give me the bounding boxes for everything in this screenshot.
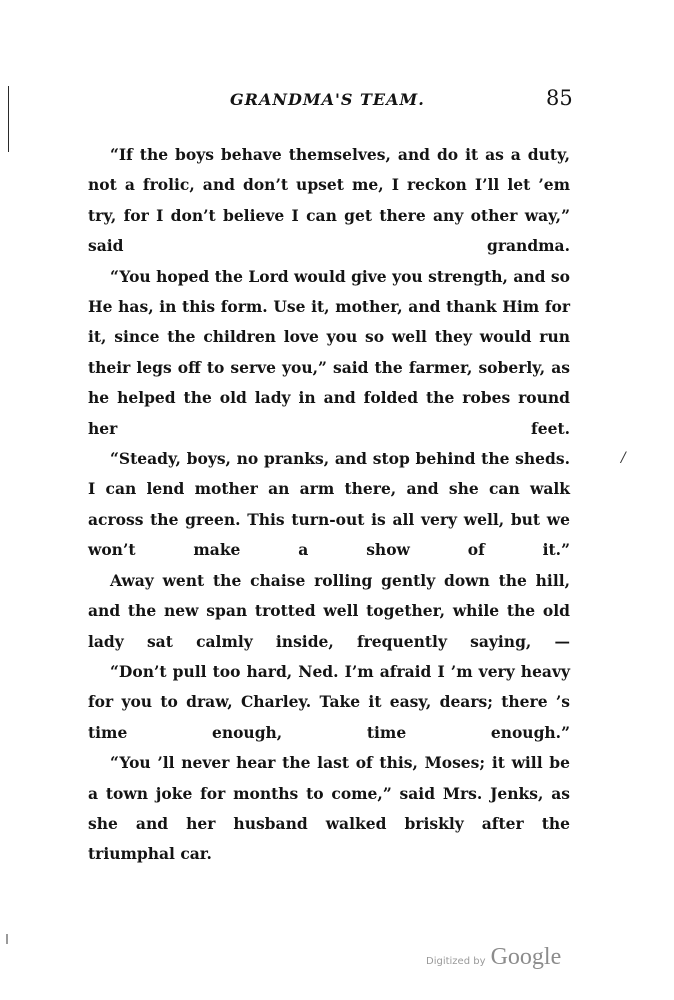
page-number: 85 [546,86,573,110]
google-logo: Google [490,944,562,970]
paragraph: “Steady, boys, no pranks, and stop behind the sheds. I can lend mother an arm there, and she can walk across the green. This turn-out is all very well, but we won’t make a show of it.” [88,449,570,560]
running-head: GRANDMA'S TEAM. [230,90,425,109]
paragraph: “Don’t pull too hard, Ned. I’m afraid I ’m very heavy for you to draw, Charley. Take it easy, dears; there ’s time enough, time enough.” [88,661,570,742]
paragraph: “If the boys behave themselves, and do it as a duty, not a frolic, and don’t upset me, I reckon I’ll let ’em try, for I don’t believe I can get there any other way,” said grandma. [88,145,570,256]
paragraph: Away went the chaise rolling gently down the hill, and the new span trotted well together, while the old lady sat calmly inside, frequently saying, — [88,570,570,651]
margin-mark: / [621,450,626,466]
paragraph: “You hoped the Lord would give you strength, and so He has, in this form. Use it, mother, and thank Him for it, since the children love you so well they would run their legs off to serve you,” said the farmer, soberly, as he helped the old lady in and folded the robes round her feet. [88,266,570,438]
page-edge-mark [6,934,8,944]
digitized-by-label: Digitized by [426,956,486,967]
digitized-by-google-watermark [426,944,561,971]
page-edge-line [8,86,9,152]
paragraph: “You ’ll never hear the last of this, Moses; it will be a town joke for months to come,” said Mrs. Jenks, as she and her husband walked briskly after the triumphal car. [88,753,570,864]
body-text [88,140,570,870]
